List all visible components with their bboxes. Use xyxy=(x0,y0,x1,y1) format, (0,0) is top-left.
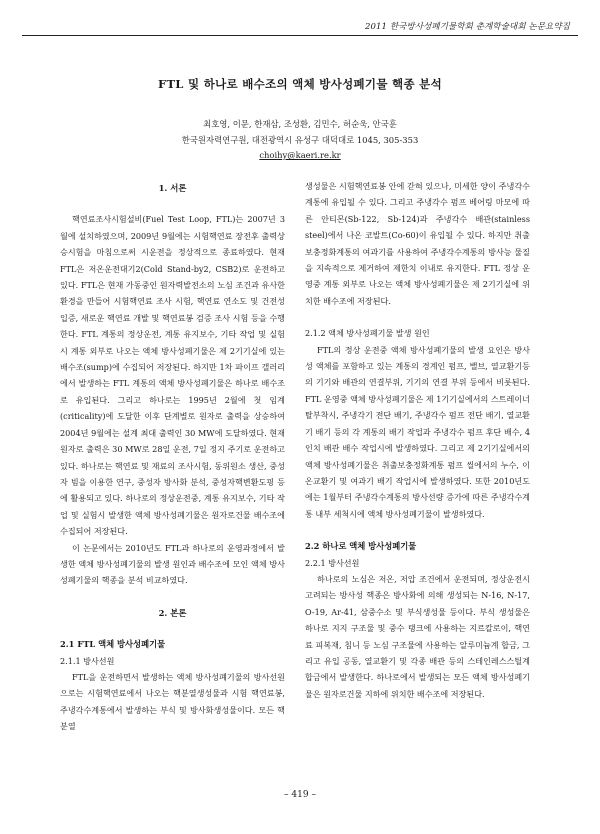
ftl-source-paragraph-continued: 생성물은 시험핵연료봉 안에 갇혀 있으나, 미세한 양이 주냉각수계통에 유입될 수 있다. 그리고 주냉각수 펌프 베어링 마모에 따른 안티몬(Sb-122, Sb-124)과 주냉각수 배관(stainless steel)에서 나온 코발트(Co-60)이 유입될 수 있다. 하지만 취출보충정화계통의 여과기를 사용하여 주냉각수계통의 방사능 물질을 지속적으로 제거하여 제한치 이내로 유지한다. FTL 정상 운영중 계통 외부로 나오는 액체 방사성폐기물은 제 2기기실에 위치한 배수조에 저장된다. xyxy=(305,181,530,306)
intro-paragraph-1: 핵연료조사시험설비(Fuel Test Loop, FTL)는 2007년 3월에 설치하였으며, 2009년 9월에는 시험핵연료 장전후 출력상승시험을 마침으로써 시운전을 정상적으로 종료하였다. 현재 FTL은 저온운전대기2(Cold Stand-by2, CSB2)로 운전하고 있다. FTL은 현재 가동중인 원자력발전소의 노심 조건과 유사한 환경을 만들어 시험핵연료 조사 시험, 핵연료 연소도 및 건전성 입증, 새로운 핵연료 개발 및 핵연료봉 검증 조사 시험 등을 수행한다. FTL 계통의 정상운전, 계통 유지보수, 기타 작업 및 실험 시 계통 외부로 나오는 액체 방사성폐기물은 제 2기기실에 있는 배수조(sump)에 수집되어 저장된다. 하지만 1차 파이프 갤러리에서 발생하는 FTL 계통의 액체 방사성폐기물은 하나로 배수조로 유입된다. 그리고 하나로는 1995년 2월에 첫 임계(criticality)에 도달한 이후 단계별로 원자로 출력을 상승하여 2004년 9월에는 설계 최대 출력인 30 MW에 도달하였다. 현재 원자로 출력은 30 MW로 28일 운전, 7일 정지 주기로 운전하고 있다. 하나로는 핵연료 및 재료의 조사시험, 동위원소 생산, 중성자 빔을 이용한 연구, 중성자 방사화 분석, 중성자핵변환도핑 등에 활용되고 있다. 하나로의 정상운전중, 계통 유지보수, 기타 작업 및 실험시 발생한 액체 방사성폐기물은 원자로건물 배수조에 수집되어 저장된다. xyxy=(60,214,285,537)
spacer xyxy=(305,522,530,538)
intro-paragraph-2: 이 논문에서는 2010년도 FTL과 하나로의 운영과정에서 발생한 액체 방사성폐기물의 발생 원인과 배수조에 모인 액체 방사성폐기물의 핵종을 분석 비교하였다. xyxy=(60,542,285,586)
subsubsection-heading-ftl-cause: 2.1.2 액체 방사성폐기물 발생 원인 xyxy=(305,328,430,339)
spacer xyxy=(305,309,530,325)
subsection-heading-ftl: 2.1 FTL 액체 방사성폐기물 xyxy=(60,639,166,650)
author-email-link[interactable]: choihy@kaeri.re.kr xyxy=(259,150,341,160)
spacer xyxy=(60,589,285,605)
paper-affiliation: 한국원자력연구원, 대전광역시 유성구 대덕대로 1045, 305-353 xyxy=(181,135,419,145)
ftl-source-paragraph: FTL을 운전하면서 발생하는 액체 방사성폐기물의 방사선원으로는 시험핵연료에서 나오는 핵분열생성물과 시험 핵연료봉, 주냉각수계통에서 발생하는 부식 및 방사화생성물이다. 모든 핵분열 xyxy=(60,671,285,732)
page-number: – 419 – xyxy=(284,790,316,800)
header-rule xyxy=(22,35,578,36)
section-heading-body: 2. 본론 xyxy=(158,607,187,618)
left-column xyxy=(60,180,285,735)
hanaro-source-paragraph: 하나로의 노심은 저온, 저압 조건에서 운전되며, 정상운전시 고려되는 방사성 핵종은 방사화에 의해 생성되는 N-16, N-17, O-19, Ar-41, 삼중수소 및 부식생성물 등이다. 부식 생성물은 하나로 지지 구조물 및 중수 탱크에 사용하는 지르칼로이, 핵연료 피복재, 침니 등 노심 구조물에 사용하는 알루미늄계 합금, 그리고 유입 공동, 열교환기 및 각종 배관 등의 스테인레스스틸계 합금에서 발생한다. 하나로에서 발생되는 모든 액체 방사성폐기물은 원자로건물 지하에 위치한 배수조에 저장된다. xyxy=(305,573,530,699)
proceedings-header: 2011 한국방사성폐기물학회 춘계학술대회 논문요약집 xyxy=(365,22,570,32)
subsection-heading-hanaro: 2.2 하나로 액체 방사성폐기물 xyxy=(305,541,417,552)
paper-title: FTL 및 하나로 배수조의 액체 방사성폐기물 핵종 분석 xyxy=(157,77,442,91)
section-heading-intro: 1. 서론 xyxy=(158,183,187,193)
subsubsection-heading-ftl-source: 2.1.1 방사선원 xyxy=(60,655,115,666)
subsubsection-heading-hanaro-source: 2.2.1 방사선원 xyxy=(305,557,360,568)
right-column xyxy=(305,178,530,702)
ftl-cause-paragraph: FTL의 정상 운전중 액체 방사성폐기물의 발생 요인은 방사성 액체를 포함하고 있는 계통의 경계인 펌프, 밸브, 열교환기등의 기기와 배관의 연결부위, 기기의 연결 부위 등에서 비롯된다. FTL 운영중 액체 방사성폐기물은 제 1기기실에서의 스트레이너 탈부착시, 주냉각기 전단 배기, 주냉각수 펌프 전단 배기, 열교환기 배기 등의 각 계통의 배기 작업과 주냉각수 펌프 후단 배수, 4인치 배관 배수 작업시에 발생하였다. 그리고 제 2기기실에서의 액체 방사성폐기물은 취출보충정화계통 펌프 씰에서의 누수, 이온교환기 및 여과기 배기 작업시에 발생하였다. 또한 2010년도에는 1월부터 주냉각수계통의 방사선량 증가에 따른 주냉각수계통 내부 세척시에 액체 방사성폐기물이 발생하였다. xyxy=(305,344,530,519)
paper-authors: 최호영, 이문, 한재삼, 조성환, 김민수, 허순욱, 안국훈 xyxy=(203,119,397,129)
